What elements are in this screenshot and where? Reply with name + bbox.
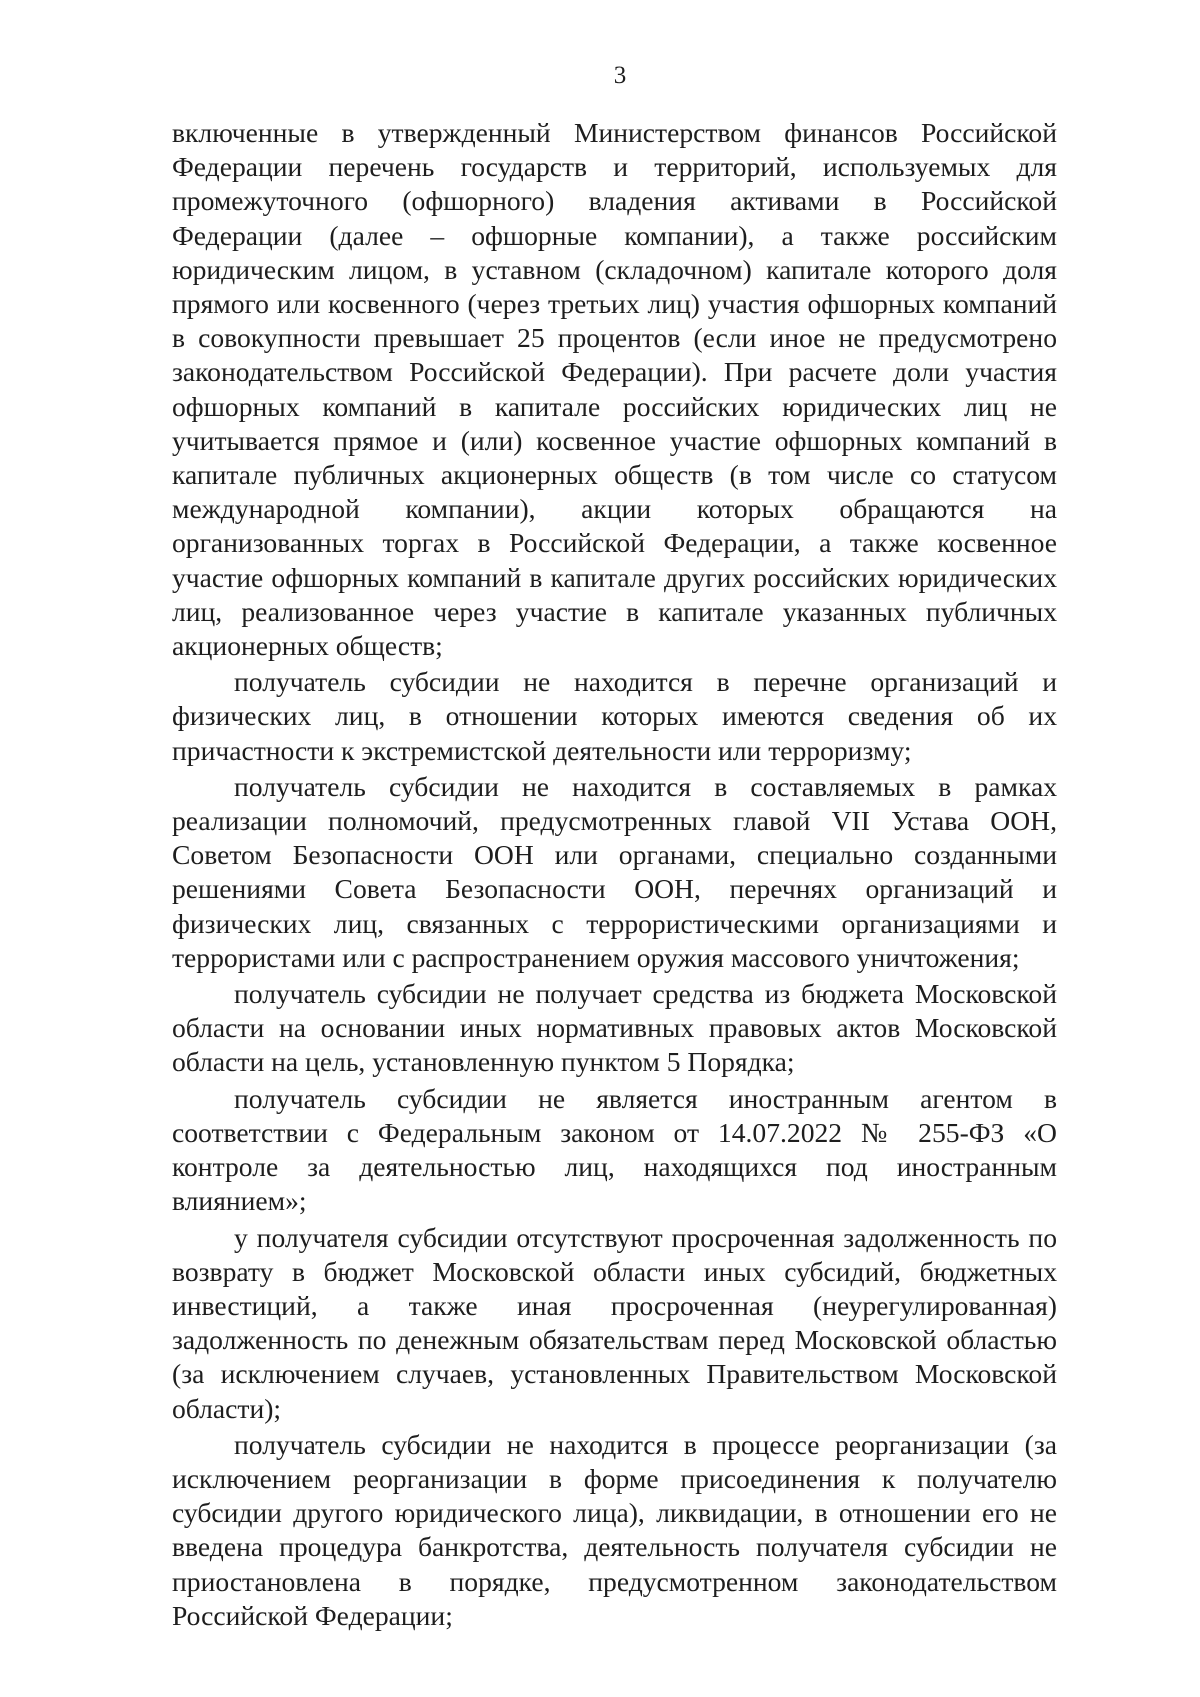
document-body [172, 116, 1057, 1633]
paragraph-extremism-list: получатель субсидии не находится в перечне организаций и физических лиц, в отношении которых имеются сведения об их причастности к экстремистской деятельности или терроризму; [172, 666, 1057, 766]
paragraph-offshore-companies: включенные в утвержденный Министерством финансов Российской Федерации перечень государств и территорий, используемых для промежуточного (офшорного) владения активами в Российской Федерации (далее – офшорные компании), а также российским юридическим лицом, в уставном (складочном) капитале которого доля прямого или косвенного (через третьих лиц) участия офшорных компаний в совокупности превышает 25 процентов (если иное не предусмотрено законодательством Российской Федерации). При расчете доли участия офшорных компаний в капитале российских юридических лиц не учитывается прямое и (или) косвенное участие офшорных компаний в капитале публичных акционерных обществ (в том числе со статусом международной компании), акции которых обращаются на организованных торгах в Российской Федерации, а также косвенное участие офшорных компаний в капитале других российских юридических лиц, реализованное через участие в капитале указанных публичных акционерных обществ; [172, 117, 1057, 662]
paragraph-reorganization: получатель субсидии не находится в процессе реорганизации (за исключением реорганизации в форме присоединения к получателю субсидии другого юридического лица), ликвидации, в отношении его не введена процедура банкротства, деятельность получателя субсидии не приостановлена в порядке, предусмотренном законодательством Российской Федерации; [172, 1428, 1057, 1631]
paragraph-foreign-agent: получатель субсидии не является иностранным агентом в соответствии с Федеральным законом от 14.07.2022 № 255-ФЗ «О контроле за деятельностью лиц, находящихся под иностранным влиянием»; [172, 1082, 1057, 1217]
paragraph-un-sanctions-list: получатель субсидии не находится в составляемых в рамках реализации полномочий, предусмотренных главой VII Устава ООН, Советом Безопасности ООН или органами, специально созданными решениями Совета Безопасности ООН, перечнях организаций и физических лиц, связанных с террористическими организациями и террористами или с распространением оружия массового уничтожения; [172, 770, 1057, 973]
paragraph-other-budget-funds: получатель субсидии не получает средства из бюджета Московской области на основании иных нормативных правовых актов Московской области на цель, установленную пунктом 5 Порядка; [172, 978, 1057, 1078]
paragraph-overdue-debt: у получателя субсидии отсутствуют просроченная задолженность по возврату в бюджет Московской области иных субсидий, бюджетных инвестиций, а также иная просроченная (неурегулированная) задолженность по денежным обязательствам перед Московской областью (за исключением случаев, установленных Правительством Московской области); [172, 1221, 1057, 1424]
page-number: 3 [613, 62, 627, 89]
